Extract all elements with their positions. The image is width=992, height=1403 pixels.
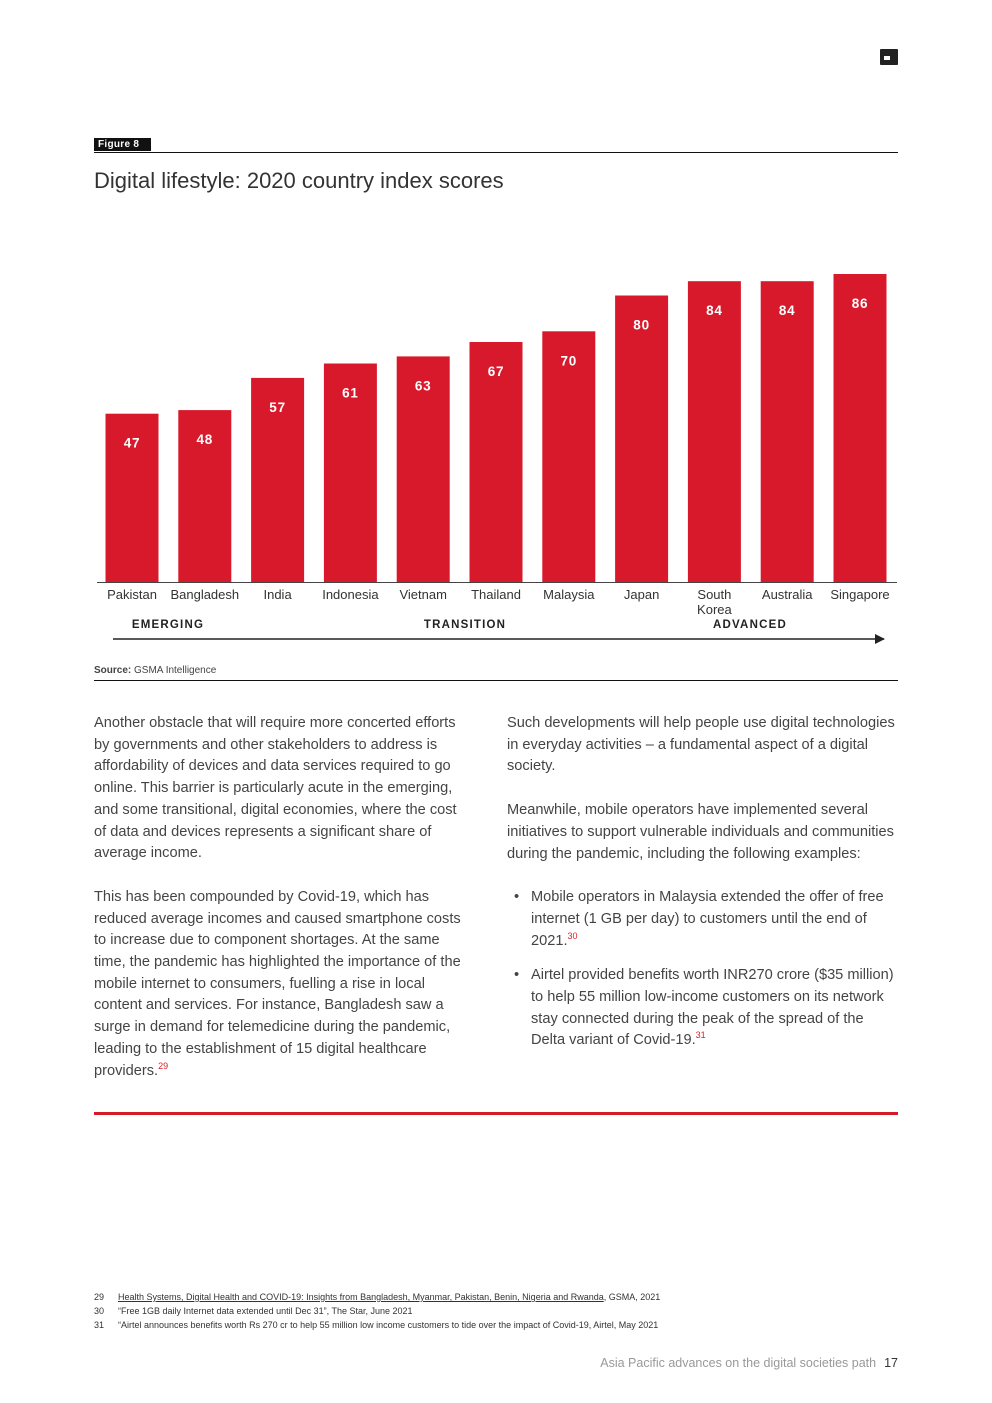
data-label: 86	[851, 296, 869, 311]
x-tick-label	[543, 587, 595, 602]
footnote-29-link[interactable]: Health Systems, Digital Health and COVID-19: Insights from Bangladesh, Myanmar, Pakistan, Benin, Nigeria and Rwanda	[118, 1292, 604, 1302]
footnote-31-text: “Airtel announces benefits worth Rs 270 cr to help 55 million low income customers to tide over the impact of Covid-19, Airtel, May 2021	[118, 1320, 659, 1330]
data-label: 84	[706, 303, 723, 319]
footnote-29	[94, 1292, 660, 1302]
right-column	[507, 713, 899, 1065]
page-footer	[600, 1356, 898, 1370]
x-tick-label-line: Bangladesh	[170, 587, 240, 602]
data-label: 63	[414, 378, 432, 394]
data-label: 61	[342, 385, 359, 401]
list-item	[507, 965, 899, 1052]
initiatives-list	[507, 887, 899, 1052]
data-label: 84	[778, 303, 796, 319]
footnote-30-text: “Free 1GB daily Internet data extended until Dec 31”, The Star, June 2021	[118, 1306, 413, 1316]
bar-australia	[761, 281, 814, 582]
left-paragraph-2-text: This has been compounded by Covid-19, which has reduced average incomes and caused smartphone costs to increase due to component shortages. At the same time, the pandemic has highlighted the importance of the mobile internet to consumers, fuelling a rise in local content and services. For instance, Bangladesh saw a surge in demand for telemedicine during the pandemic, leading to the establishment of 15 digital healthcare providers.	[94, 888, 461, 1079]
bar-malaysia	[542, 331, 595, 582]
x-tick-label	[830, 587, 889, 602]
x-tick-label	[697, 587, 732, 617]
footnote-number: 29	[94, 1292, 105, 1302]
left-paragraph-2	[94, 887, 464, 1082]
x-tick-label-line: India	[263, 587, 292, 602]
section-divider	[94, 1112, 898, 1115]
data-label: 48	[196, 432, 214, 448]
x-tick-label-line: Vietnam	[399, 587, 447, 602]
figure-title: Digital lifestyle: 2020 country index scores	[94, 168, 504, 193]
left-column	[94, 713, 464, 1104]
data-label: 67	[487, 364, 505, 379]
x-tick-label	[322, 587, 379, 602]
footnote-number: 30	[94, 1306, 105, 1316]
right-paragraph-2: Meanwhile, mobile operators have implemented several initiatives to support vulnerable individuals and communities during the pandemic, including the following examples:	[507, 802, 894, 862]
footnote-31	[94, 1320, 658, 1330]
footnote-ref-29[interactable]: 29	[158, 1060, 169, 1071]
x-tick-label-line: Thailand	[471, 587, 521, 602]
x-tick-label-line: Singapore	[830, 587, 890, 602]
x-tick-label	[107, 587, 157, 602]
bar-chart	[0, 0, 992, 660]
footer-title: Asia Pacific advances on the digital societies path	[600, 1356, 877, 1370]
x-tick-label	[762, 587, 813, 602]
stage-label-transition: TRANSITION	[423, 619, 507, 631]
x-tick-label-line: Australia	[761, 587, 813, 602]
footnote-number: 31	[94, 1320, 105, 1330]
figure-label: Figure 8	[94, 138, 151, 151]
page-number: 17	[884, 1356, 898, 1370]
x-tick-label	[624, 587, 659, 602]
right-paragraph-1: Such developments will help people use digital technologies in everyday activities – a fundamental aspect of a digital society.	[507, 715, 895, 775]
source-text: GSMA Intelligence	[134, 665, 217, 676]
stage-label-emerging: EMERGING	[131, 619, 205, 631]
bullet-1-text: Mobile operators in Malaysia extended the offer of free internet (1 GB per day) to customers until the end of 2021.	[531, 889, 884, 949]
x-tick-label-line: Pakistan	[107, 587, 157, 602]
figure-bottom-rule	[94, 680, 898, 681]
source-note	[94, 665, 216, 676]
bar-japan	[615, 296, 668, 583]
data-label: 80	[633, 317, 650, 333]
bar-singapore	[834, 274, 887, 582]
x-tick-label-line: Malaysia	[543, 587, 595, 602]
list-item	[507, 887, 899, 952]
x-tick-label-line: Indonesia	[322, 587, 379, 602]
data-label: 70	[560, 353, 578, 369]
x-tick-label-line: Korea	[697, 602, 732, 617]
footnote-ref-30[interactable]: 30	[567, 930, 578, 941]
x-tick-label	[471, 587, 521, 602]
footnote-30	[94, 1306, 413, 1316]
bar-south-korea	[688, 281, 741, 582]
data-label: 57	[269, 399, 286, 415]
bullet-2-text: Airtel provided benefits worth INR270 crore ($35 million) to help 55 million low-income customers on its network stay connected during the peak of the spread of the Delta variant of Covid-19.	[531, 967, 894, 1049]
x-tick-label	[263, 587, 292, 602]
x-tick-label	[399, 587, 446, 602]
x-tick-label	[170, 587, 239, 602]
x-tick-label-line: Japan	[623, 587, 660, 602]
footnote-29-rest: , GSMA, 2021	[603, 1292, 661, 1302]
footnote-ref-31[interactable]: 31	[695, 1030, 706, 1041]
stage-label-advanced: ADVANCED	[713, 619, 787, 631]
left-paragraph-1: Another obstacle that will require more concerted efforts by governments and other stakeholders to address is affordability of devices and data services required to go online. This barrier is particularly acute in the emerging, and some transitional, digital economies, where the cost of data and devices represents a significant share of average income.	[94, 715, 457, 862]
source-label: Source:	[94, 665, 132, 676]
x-tick-label-line: South	[697, 587, 732, 602]
data-label: 47	[123, 435, 141, 451]
